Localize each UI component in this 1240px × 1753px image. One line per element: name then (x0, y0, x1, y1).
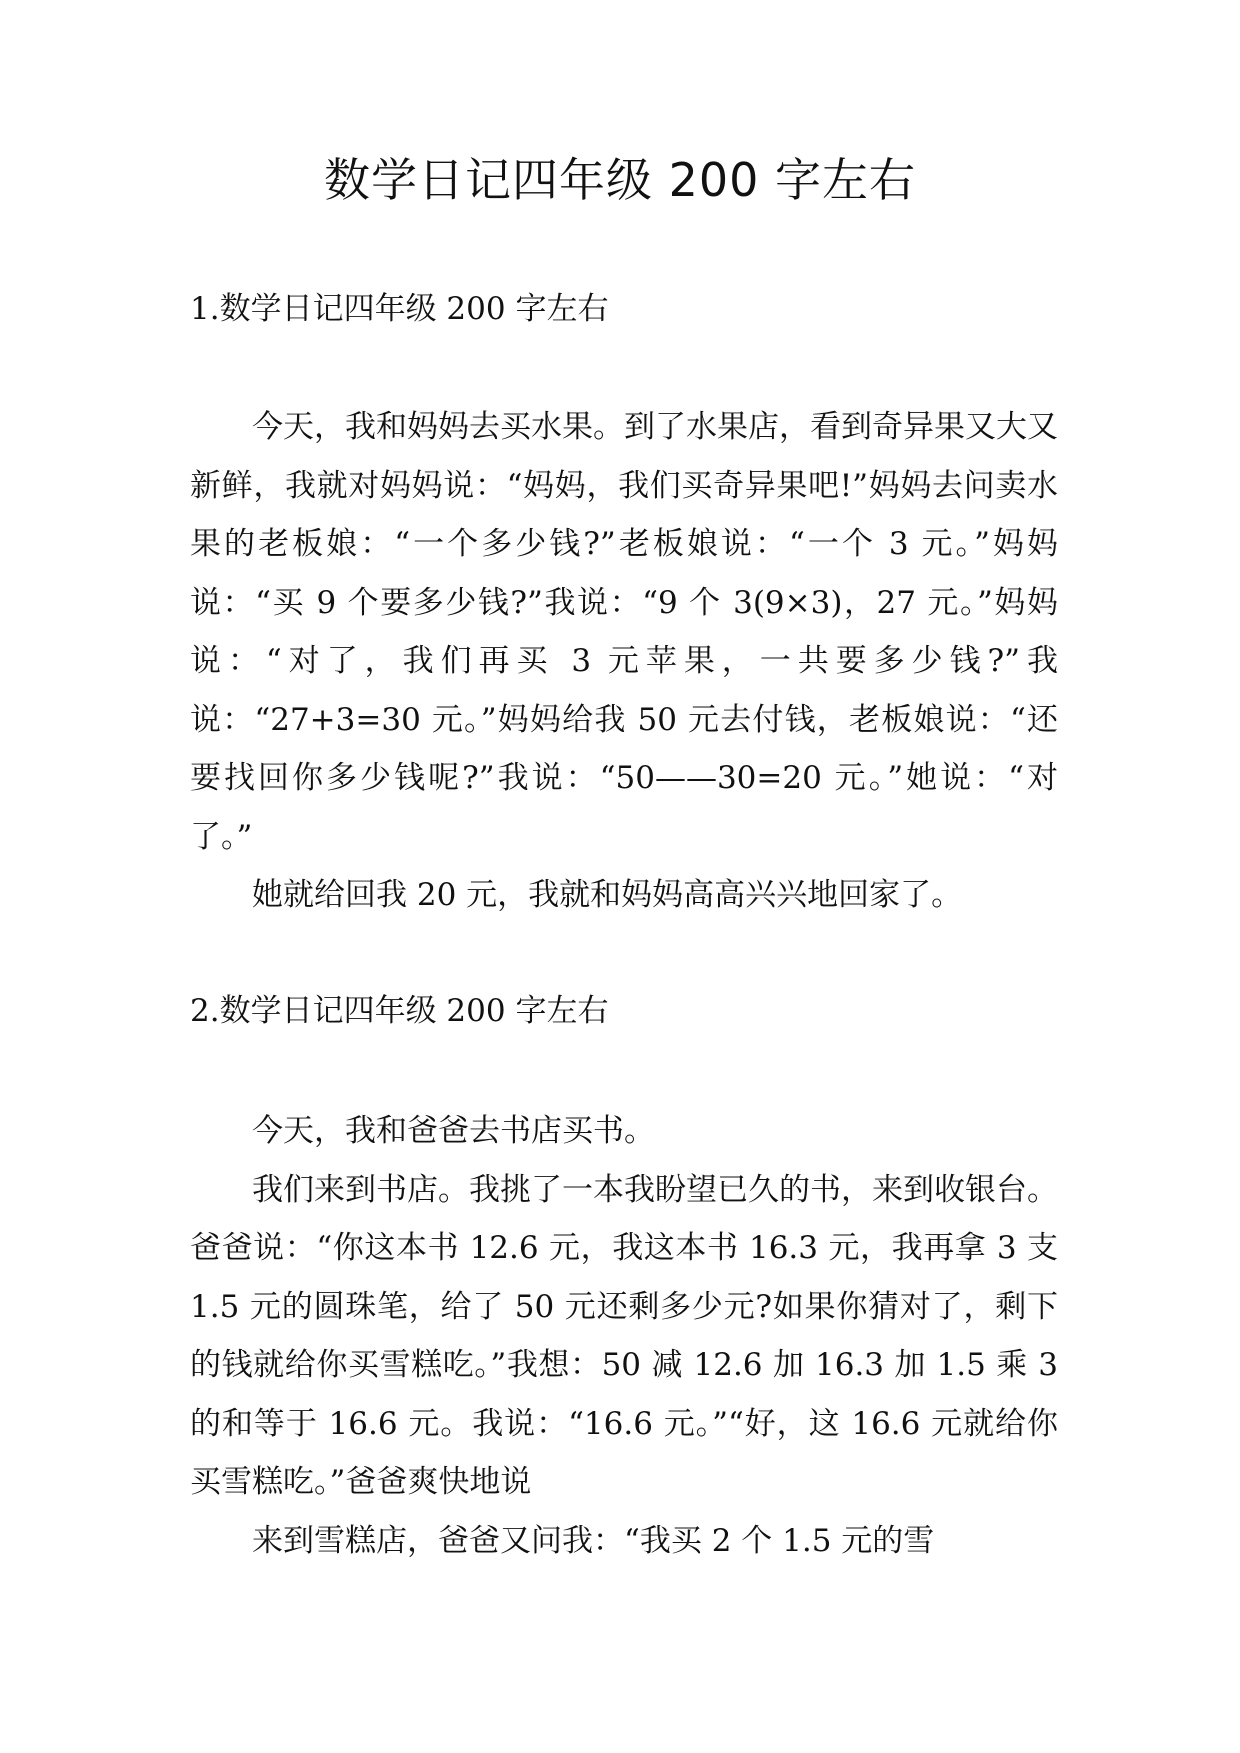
paragraph: 我们来到书店。我挑了一本我盼望已久的书，来到收银台。爸爸说：“你这本书 12.6 元，我这本书 16.3 元，我再拿 3 支 1.5 元的圆珠笔，给了 50 元还剩多少元?如果你猜对了，剩下的钱就给你买雪糕吃。”我想：50 减 12.6 加 16.3 加 1.5 乘 3 的和等于 16.6 元。我说：“16.6 元。”“好，这 16.6 元就给你买雪糕吃。”爸爸爽快地说 (190, 1171, 1058, 1500)
paragraph: 今天，我和爸爸去书店买书。 (252, 1113, 655, 1149)
paragraph: 来到雪糕店，爸爸又问我：“我买 2 个 1.5 元的雪 (252, 1522, 935, 1559)
section-heading-2: 2.数学日记四年级 200 字左右 (190, 993, 609, 1029)
document-title: 数学日记四年级 200 字左右 (323, 153, 917, 207)
section-heading-1: 1.数学日记四年级 200 字左右 (190, 291, 609, 327)
section-body-1 (190, 398, 1058, 925)
paragraph: 她就给回我 20 元，我就和妈妈高高兴兴地回家了。 (252, 877, 963, 913)
paragraph: 今天，我和妈妈去买水果。到了水果店，看到奇异果又大又新鲜，我就对妈妈说：“妈妈，我们买奇异果吧!”妈妈去问卖水果的老板娘：“一个多少钱?”老板娘说：“一个 3 元。”妈妈说：“买 9 个要多少钱?”我说：“9 个 3(9×3)，27 元。”妈妈说：“对了，我们再买 3 元苹果，一共要多少钱?”我说：“27+3=30 元。”妈妈给我 50 元去付钱，老板娘说：“还要找回你多少钱呢?”我说：“50——30=20 元。”她说：“对了。” (190, 409, 1058, 855)
section-body-2 (190, 1102, 1058, 1570)
